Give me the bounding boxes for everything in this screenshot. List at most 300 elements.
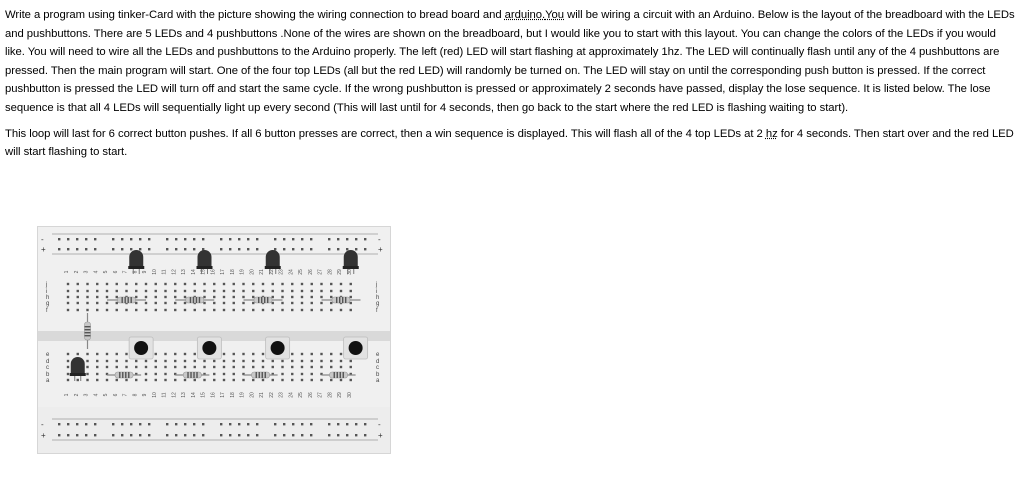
bottom-rail-hole bbox=[283, 434, 285, 436]
top-hole bbox=[96, 290, 98, 292]
bottom-hole bbox=[281, 379, 283, 381]
top-rail-hole bbox=[139, 248, 141, 250]
column-number-bottom: 14 bbox=[190, 392, 197, 398]
bottom-hole bbox=[86, 373, 88, 375]
resistor-top-4-band bbox=[342, 297, 343, 303]
column-number-top: 12 bbox=[171, 269, 178, 275]
bottom-rail-hole bbox=[121, 423, 123, 425]
bottom-hole bbox=[301, 360, 303, 362]
bottom-rail-hole bbox=[256, 423, 258, 425]
top-hole bbox=[262, 309, 264, 311]
column-number-bottom: 8 bbox=[132, 393, 139, 397]
bottom-row-letter-right: b bbox=[376, 372, 380, 378]
top-hole bbox=[291, 283, 293, 285]
bottom-hole bbox=[311, 373, 313, 375]
column-number-top: 23 bbox=[278, 269, 285, 275]
top-hole bbox=[233, 283, 235, 285]
column-number-top: 19 bbox=[239, 269, 246, 275]
bottom-hole bbox=[184, 360, 186, 362]
hz-link[interactable]: hz bbox=[765, 127, 778, 140]
column-number-bottom: 7 bbox=[122, 393, 129, 397]
bottom-hole bbox=[213, 360, 215, 362]
bottom-hole bbox=[213, 379, 215, 381]
top-rail-hole bbox=[355, 248, 357, 250]
resistor-top-3-band bbox=[264, 297, 265, 303]
top-hole bbox=[135, 283, 137, 285]
top-hole bbox=[155, 302, 157, 304]
top-rail-hole bbox=[310, 248, 312, 250]
top-rail-hole bbox=[337, 238, 339, 240]
bottom-rail-hole bbox=[67, 434, 69, 436]
top-rail-hole bbox=[121, 248, 123, 250]
bottom-hole bbox=[281, 373, 283, 375]
top-rail-hole bbox=[67, 248, 69, 250]
top-rail-hole bbox=[256, 248, 258, 250]
top-rail-hole bbox=[166, 238, 168, 240]
column-number-top: 13 bbox=[181, 269, 187, 275]
resistor-bottom-2-band bbox=[187, 372, 188, 378]
bottom-rail-hole bbox=[328, 434, 330, 436]
column-number-top: 9 bbox=[142, 270, 148, 274]
bottom-rail-hole bbox=[184, 434, 186, 436]
bottom-hole bbox=[223, 366, 225, 368]
top-hole bbox=[125, 290, 127, 292]
top-hole bbox=[174, 302, 176, 304]
resistor-bottom-2 bbox=[183, 372, 201, 378]
column-number-top: 2 bbox=[73, 270, 80, 274]
top-hole bbox=[194, 283, 196, 285]
paragraph-loop bbox=[5, 125, 1017, 162]
top-hole bbox=[155, 283, 157, 285]
resistor-red-led bbox=[85, 322, 91, 340]
top-row-letter: j bbox=[46, 282, 48, 288]
top-row-letter-right: h bbox=[376, 295, 380, 301]
breadboard-diagram bbox=[38, 227, 390, 453]
top-hole bbox=[125, 283, 127, 285]
top-hole bbox=[350, 290, 352, 292]
column-number-top: 3 bbox=[83, 270, 90, 274]
column-number-bottom: 30 bbox=[346, 392, 353, 398]
top-hole bbox=[262, 290, 264, 292]
top-rail-hole bbox=[301, 248, 303, 250]
top-rail-hole bbox=[337, 248, 339, 250]
top-hole bbox=[86, 283, 88, 285]
bottom-hole bbox=[155, 360, 157, 362]
bottom-hole bbox=[67, 360, 69, 362]
top-row-letter-right: j bbox=[376, 282, 378, 288]
column-number-top: 20 bbox=[249, 269, 256, 275]
bottom-rail-hole bbox=[166, 434, 168, 436]
led-4-rim bbox=[343, 266, 359, 269]
bottom-hole bbox=[67, 366, 69, 368]
top-rail-hole bbox=[292, 248, 294, 250]
bottom-row-letter: b bbox=[46, 372, 50, 378]
bottom-hole bbox=[67, 373, 69, 375]
arduino-link[interactable]: arduino. bbox=[504, 9, 546, 21]
resistor-red-led-band bbox=[85, 326, 91, 327]
top-hole bbox=[67, 309, 69, 311]
top-hole bbox=[272, 309, 274, 311]
bottom-hole bbox=[350, 360, 352, 362]
top-rail-hole bbox=[274, 238, 276, 240]
top-hole bbox=[77, 290, 79, 292]
bottom-rail-hole bbox=[148, 434, 150, 436]
bottom-hole bbox=[203, 366, 205, 368]
top-rail-hole bbox=[166, 248, 168, 250]
top-hole bbox=[106, 309, 108, 311]
bottom-hole bbox=[155, 379, 157, 381]
bottom-rail-hole bbox=[220, 423, 222, 425]
top-hole bbox=[145, 302, 147, 304]
bottom-hole bbox=[203, 360, 205, 362]
bottom-hole bbox=[301, 353, 303, 355]
bottom-rail-hole bbox=[247, 423, 249, 425]
top-rail-hole bbox=[112, 238, 114, 240]
top-hole bbox=[174, 309, 176, 311]
bottom-hole bbox=[340, 360, 342, 362]
top-hole bbox=[145, 309, 147, 311]
resistor-bottom-1-band bbox=[122, 372, 123, 378]
column-number-bottom: 27 bbox=[317, 392, 324, 398]
top-hole bbox=[67, 296, 69, 298]
bottom-rail-hole bbox=[328, 423, 330, 425]
top-hole bbox=[262, 283, 264, 285]
top-hole bbox=[311, 290, 313, 292]
led-1 bbox=[129, 250, 143, 268]
bottom-row-letter: e bbox=[46, 352, 50, 358]
bottom-hole bbox=[223, 360, 225, 362]
top-hole bbox=[281, 302, 283, 304]
top-rail-hole bbox=[130, 238, 132, 240]
bottom-rail-hole bbox=[67, 423, 69, 425]
bottom-hole bbox=[330, 353, 332, 355]
bottom-hole bbox=[77, 379, 79, 381]
bottom-hole bbox=[125, 353, 127, 355]
top-hole bbox=[164, 296, 166, 298]
column-number-top: 21 bbox=[259, 269, 265, 275]
bottom-hole bbox=[242, 379, 244, 381]
top-hole bbox=[213, 296, 215, 298]
column-number-top: 18 bbox=[229, 269, 236, 275]
top-hole bbox=[213, 309, 215, 311]
column-number-bottom: 23 bbox=[278, 392, 285, 398]
bottom-row-letter-right: e bbox=[376, 352, 380, 358]
you-link[interactable]: You bbox=[545, 9, 565, 21]
top-hole bbox=[242, 296, 244, 298]
bottom-rail-minus-label-right: - bbox=[378, 420, 381, 429]
bottom-hole bbox=[155, 353, 157, 355]
bottom-hole bbox=[311, 353, 313, 355]
top-hole bbox=[67, 283, 69, 285]
top-rail-hole bbox=[130, 248, 132, 250]
top-hole bbox=[320, 290, 322, 292]
top-hole bbox=[77, 309, 79, 311]
top-hole bbox=[340, 283, 342, 285]
bottom-rail-hole bbox=[346, 434, 348, 436]
column-number-top: 22 bbox=[268, 269, 275, 275]
top-hole bbox=[116, 290, 118, 292]
top-rail-hole bbox=[229, 248, 231, 250]
column-number-top: 8 bbox=[132, 270, 139, 274]
bottom-hole bbox=[194, 366, 196, 368]
top-hole bbox=[291, 296, 293, 298]
top-hole bbox=[223, 296, 225, 298]
column-number-bottom: 25 bbox=[298, 392, 304, 398]
bottom-hole bbox=[67, 379, 69, 381]
bottom-hole bbox=[67, 353, 69, 355]
top-hole bbox=[194, 309, 196, 311]
top-hole bbox=[145, 296, 147, 298]
bottom-hole bbox=[233, 373, 235, 375]
top-hole bbox=[291, 309, 293, 311]
bottom-hole bbox=[174, 379, 176, 381]
led-red bbox=[71, 357, 85, 375]
led-3 bbox=[266, 250, 280, 268]
bottom-rail-hole bbox=[94, 434, 96, 436]
top-hole bbox=[155, 290, 157, 292]
top-hole bbox=[340, 309, 342, 311]
top-rail-hole bbox=[121, 238, 123, 240]
bottom-hole bbox=[86, 366, 88, 368]
top-hole bbox=[67, 302, 69, 304]
bottom-hole bbox=[145, 366, 147, 368]
bottom-hole bbox=[125, 379, 127, 381]
bottom-hole bbox=[272, 360, 274, 362]
bottom-hole bbox=[164, 353, 166, 355]
resistor-bottom-4-band bbox=[334, 372, 335, 378]
bottom-rail-minus-label: - bbox=[41, 420, 44, 429]
column-number-top: 28 bbox=[327, 269, 334, 275]
column-number-bottom: 13 bbox=[181, 392, 187, 398]
bottom-rail-hole bbox=[247, 434, 249, 436]
bottom-rail-hole bbox=[193, 423, 195, 425]
bottom-hole bbox=[301, 379, 303, 381]
top-hole bbox=[252, 283, 254, 285]
top-row-letter: i bbox=[46, 289, 48, 295]
bottom-hole bbox=[291, 353, 293, 355]
top-rail-hole bbox=[175, 238, 177, 240]
bottom-rail-hole bbox=[355, 434, 357, 436]
bottom-hole bbox=[252, 366, 254, 368]
top-hole bbox=[86, 290, 88, 292]
top-hole bbox=[135, 290, 137, 292]
resistor-top-1-band bbox=[128, 297, 129, 303]
top-hole bbox=[184, 290, 186, 292]
top-hole bbox=[330, 309, 332, 311]
column-number-top: 16 bbox=[210, 269, 217, 275]
resistor-top-4-band bbox=[336, 297, 337, 303]
bottom-rail-hole bbox=[193, 434, 195, 436]
top-rail-hole bbox=[94, 238, 96, 240]
bottom-rail-hole bbox=[337, 423, 339, 425]
top-hole bbox=[86, 302, 88, 304]
top-hole bbox=[252, 309, 254, 311]
top-hole bbox=[330, 283, 332, 285]
top-rail-hole bbox=[193, 248, 195, 250]
bottom-rail-hole bbox=[85, 434, 87, 436]
top-rail-hole bbox=[112, 248, 114, 250]
top-hole bbox=[281, 290, 283, 292]
bottom-hole bbox=[311, 379, 313, 381]
bottom-row-letter-right: d bbox=[376, 359, 380, 365]
bottom-hole bbox=[125, 360, 127, 362]
bottom-hole bbox=[281, 366, 283, 368]
bottom-hole bbox=[330, 366, 332, 368]
column-number-top: 17 bbox=[220, 269, 226, 275]
bottom-hole bbox=[86, 360, 88, 362]
top-rail-hole bbox=[76, 248, 78, 250]
top-hole bbox=[301, 290, 303, 292]
bottom-rail-hole bbox=[76, 434, 78, 436]
bottom-rail-hole bbox=[229, 434, 231, 436]
bottom-hole bbox=[145, 360, 147, 362]
bottom-hole bbox=[184, 353, 186, 355]
bottom-rail-plus-label: + bbox=[41, 431, 46, 440]
bottom-rail-hole bbox=[229, 423, 231, 425]
column-number-bottom: 16 bbox=[210, 392, 217, 398]
top-hole bbox=[145, 283, 147, 285]
top-hole bbox=[340, 290, 342, 292]
column-number-top: 29 bbox=[337, 269, 343, 275]
bottom-hole bbox=[155, 366, 157, 368]
paragraph-2-part-2: for 4 seconds. Then start over and the red LED will start flashing to start. bbox=[5, 127, 1014, 159]
bottom-hole bbox=[291, 379, 293, 381]
top-rail-hole bbox=[85, 248, 87, 250]
bottom-rail-hole bbox=[292, 423, 294, 425]
top-hole bbox=[106, 283, 108, 285]
top-hole bbox=[125, 309, 127, 311]
assignment-text bbox=[5, 6, 1017, 169]
resistor-top-3-band bbox=[258, 297, 259, 303]
bottom-rail-hole bbox=[121, 434, 123, 436]
bottom-hole bbox=[262, 360, 264, 362]
column-number-bottom: 9 bbox=[142, 393, 148, 397]
column-number-top: 7 bbox=[122, 270, 129, 274]
bottom-hole bbox=[213, 366, 215, 368]
bottom-rail-plus-label-right: + bbox=[378, 431, 383, 440]
bottom-rail-hole bbox=[301, 423, 303, 425]
top-rail-hole bbox=[346, 248, 348, 250]
resistor-top-3-band bbox=[261, 297, 262, 303]
top-hole bbox=[350, 283, 352, 285]
resistor-bottom-3 bbox=[252, 372, 270, 378]
bottom-hole bbox=[223, 353, 225, 355]
bottom-rail-hole bbox=[238, 423, 240, 425]
top-rail-hole bbox=[283, 238, 285, 240]
bottom-rail-hole bbox=[364, 423, 366, 425]
top-rail-hole bbox=[184, 238, 186, 240]
top-rail-hole bbox=[184, 248, 186, 250]
top-hole bbox=[301, 296, 303, 298]
top-hole bbox=[67, 290, 69, 292]
bottom-rail-hole bbox=[112, 423, 114, 425]
top-rail-hole bbox=[364, 248, 366, 250]
top-hole bbox=[174, 296, 176, 298]
top-rail-plus-label: + bbox=[41, 245, 46, 254]
top-rail-hole bbox=[85, 238, 87, 240]
resistor-bottom-4-band bbox=[337, 372, 338, 378]
bottom-rail-hole bbox=[310, 423, 312, 425]
bottom-hole bbox=[125, 366, 127, 368]
column-number-top: 30 bbox=[346, 269, 353, 275]
top-hole bbox=[164, 309, 166, 311]
top-hole bbox=[184, 283, 186, 285]
column-number-bottom: 6 bbox=[112, 393, 119, 397]
top-hole bbox=[116, 309, 118, 311]
bottom-hole bbox=[262, 366, 264, 368]
bottom-hole bbox=[96, 360, 98, 362]
top-rail-hole bbox=[220, 238, 222, 240]
top-rail-hole bbox=[94, 248, 96, 250]
top-row-letter-right: g bbox=[376, 301, 380, 307]
bottom-hole bbox=[272, 379, 274, 381]
bottom-hole bbox=[96, 353, 98, 355]
column-number-top: 27 bbox=[317, 269, 324, 275]
bottom-hole bbox=[301, 366, 303, 368]
top-hole bbox=[184, 309, 186, 311]
column-number-top: 15 bbox=[200, 269, 207, 275]
column-number-bottom: 24 bbox=[288, 392, 295, 398]
bottom-hole bbox=[320, 366, 322, 368]
bottom-hole bbox=[135, 366, 137, 368]
column-number-bottom: 3 bbox=[83, 393, 90, 397]
column-number-bottom: 19 bbox=[239, 392, 246, 398]
top-hole bbox=[320, 296, 322, 298]
bottom-rail-hole bbox=[94, 423, 96, 425]
bottom-hole bbox=[174, 353, 176, 355]
resistor-top-4-band bbox=[345, 297, 346, 303]
top-hole bbox=[272, 290, 274, 292]
bottom-rail-hole bbox=[274, 434, 276, 436]
top-hole bbox=[203, 290, 205, 292]
top-rail-hole bbox=[238, 248, 240, 250]
top-hole bbox=[281, 283, 283, 285]
bottom-hole bbox=[320, 360, 322, 362]
bottom-hole bbox=[174, 366, 176, 368]
top-rail-hole bbox=[202, 238, 204, 240]
resistor-top-1-band bbox=[131, 297, 132, 303]
top-row-letter-right: i bbox=[376, 289, 378, 295]
top-hole bbox=[106, 290, 108, 292]
top-hole bbox=[242, 309, 244, 311]
resistor-bottom-2-band bbox=[190, 372, 191, 378]
bottom-hole bbox=[106, 353, 108, 355]
resistor-bottom-4-band bbox=[340, 372, 341, 378]
bottom-rail-hole bbox=[58, 434, 60, 436]
top-hole bbox=[242, 283, 244, 285]
top-hole bbox=[77, 296, 79, 298]
bottom-rail-hole bbox=[202, 423, 204, 425]
bottom-hole bbox=[135, 379, 137, 381]
top-hole bbox=[291, 302, 293, 304]
bottom-hole bbox=[213, 373, 215, 375]
top-hole bbox=[96, 302, 98, 304]
bottom-rail-hole bbox=[175, 423, 177, 425]
bottom-hole bbox=[96, 366, 98, 368]
top-rail-hole bbox=[364, 238, 366, 240]
bottom-hole bbox=[252, 360, 254, 362]
bottom-hole bbox=[106, 366, 108, 368]
top-hole bbox=[233, 296, 235, 298]
column-number-bottom: 28 bbox=[327, 392, 334, 398]
bottom-rail-hole bbox=[346, 423, 348, 425]
top-hole bbox=[242, 290, 244, 292]
top-hole bbox=[106, 302, 108, 304]
resistor-top-1 bbox=[118, 297, 136, 303]
top-rail-hole bbox=[220, 248, 222, 250]
top-hole bbox=[242, 302, 244, 304]
column-number-top: 26 bbox=[307, 269, 314, 275]
